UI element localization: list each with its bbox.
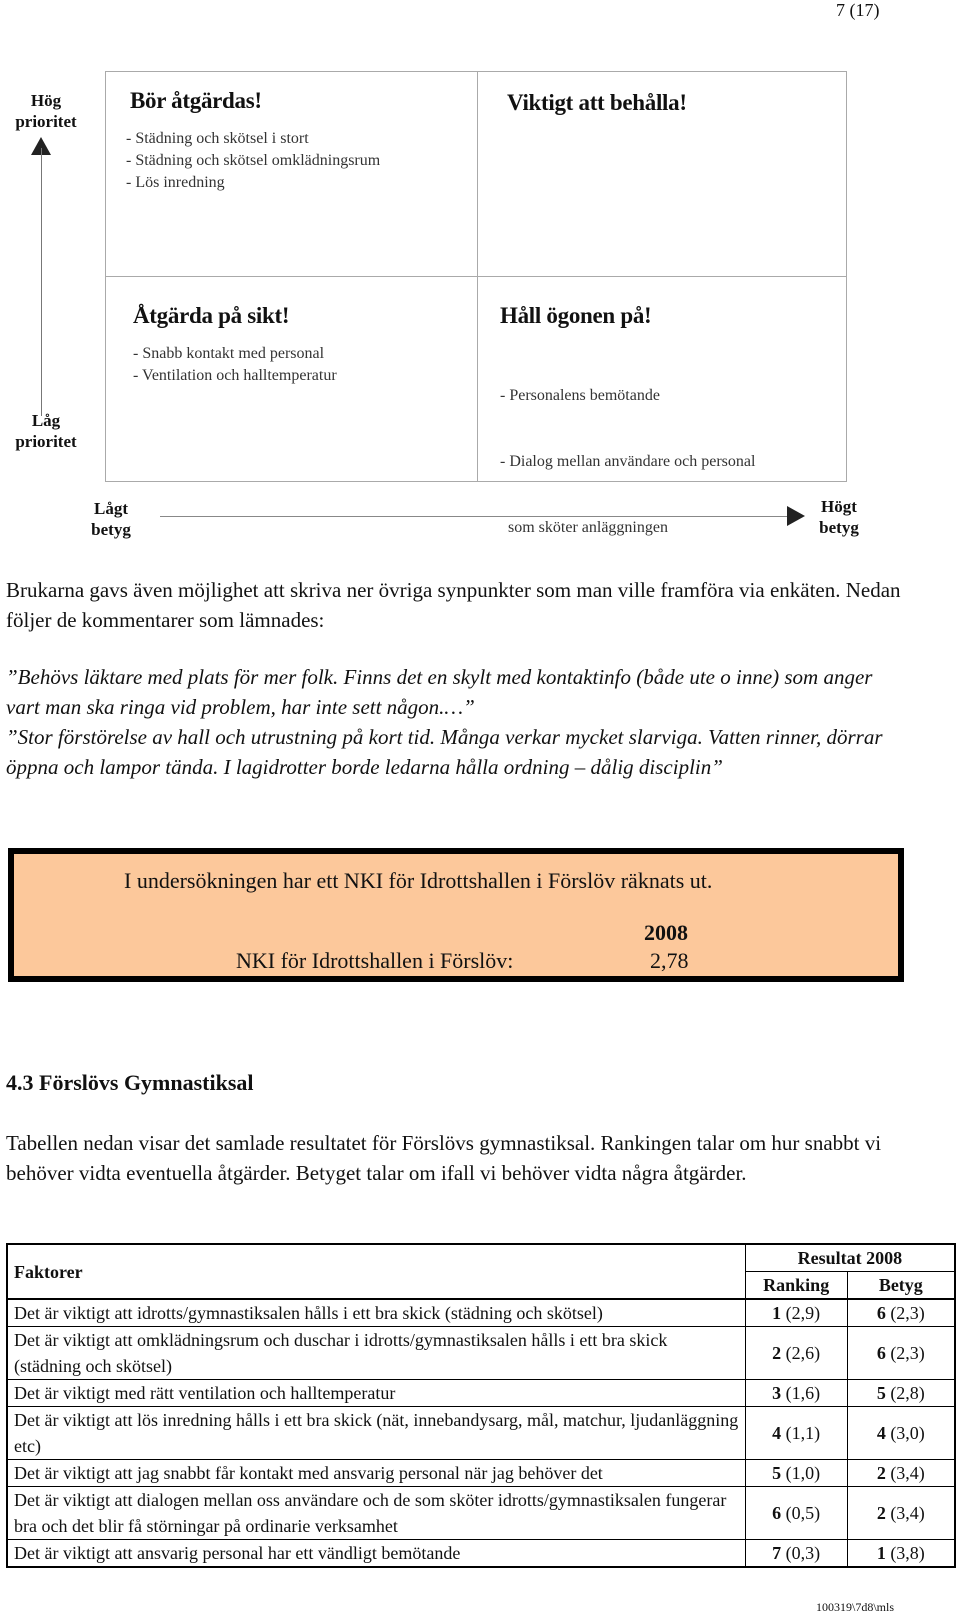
quadrant-top-left [126,88,381,194]
header-ranking: Ranking [745,1272,847,1300]
grade-cell: 6 (2,3) [847,1327,955,1380]
factor-cell: Det är viktigt att idrotts/gymnastiksalen hålls i ett bra skick (städning och skötsel) [7,1299,745,1327]
results-table [6,1243,956,1568]
table-row [7,1299,955,1327]
quadrant-items: - Städning och skötsel i stort - Städning och skötsel omklädningsrum - Lös inredning [126,130,381,191]
factor-cell: Det är viktigt med rätt ventilation och halltemperatur [7,1380,745,1407]
quadrant-title: Håll ögonen på! [500,303,652,328]
comment-quote: ”Behövs läktare med plats för mer folk. Finns det en skylt med kontaktinfo (både ute o inne) som anger vart man ska ringa vid problem, har inte sett någon.…” [6,665,873,719]
header-factor: Faktorer [7,1244,745,1299]
header-result-group: Resultat 2008 [745,1244,955,1272]
right-arrow-icon [787,506,805,526]
quadrant-top-right [507,90,687,116]
quadrant-title: Bör åtgärdas! [130,88,262,113]
header-grade: Betyg [847,1272,955,1300]
nki-year: 2008 [644,920,688,945]
table-row [7,1407,955,1460]
factor-cell: Det är viktigt att omklädningsrum och duschar i idrotts/gymnastiksalen hålls i ett bra skick (städning och skötsel) [7,1327,745,1380]
factor-cell: Det är viktigt att ansvarig personal har ett vändligt bemötande [7,1540,745,1568]
table-row [7,1380,955,1407]
ranking-cell: 4 (1,1) [745,1407,847,1460]
table-header-row [7,1244,955,1272]
table-row [7,1460,955,1487]
y-axis-low-label: Låg prioritet [15,411,77,451]
ranking-cell: 5 (1,0) [745,1460,847,1487]
matrix-divider-horizontal [105,276,847,277]
nki-value: 2,78 [650,948,689,973]
grade-cell: 5 (2,8) [847,1380,955,1407]
nki-label: NKI för Idrottshallen i Förslöv: [236,948,514,973]
table-row [7,1540,955,1568]
quadrant-title: Åtgärda på sikt! [133,303,290,328]
y-axis-high-label: Hög prioritet [15,91,77,131]
section-heading: 4.3 Förslövs Gymnastiksal [6,1070,254,1095]
quadrant-bottom-left [133,303,337,387]
page-number: 7 (17) [836,0,880,20]
quadrant-bottom-right [500,303,755,583]
ranking-cell: 1 (2,9) [745,1299,847,1327]
factor-cell: Det är viktigt att dialogen mellan oss användare och de som sköter idrotts/gymnastiksalen fungerar bra och det blir få störningar på ordinarie verksamhet [7,1487,745,1540]
comments-quotes [6,662,902,782]
ranking-cell: 3 (1,6) [745,1380,847,1407]
x-axis-low-label: Lågt betyg [91,499,131,539]
table-row [7,1327,955,1380]
ranking-cell: 6 (0,5) [745,1487,847,1540]
quadrant-title: Viktigt att behålla! [507,90,687,115]
grade-cell: 4 (3,0) [847,1407,955,1460]
x-axis-high-label: Högt betyg [819,497,859,537]
grade-cell: 2 (3,4) [847,1460,955,1487]
ranking-cell: 2 (2,6) [745,1327,847,1380]
nki-box [8,848,904,982]
factor-cell: Det är viktigt att jag snabbt får kontakt med ansvarig personal när jag behöver det [7,1460,745,1487]
comments-intro: Brukarna gavs även möjlighet att skriva ner övriga synpunkter som man ville framföra via enkäten. Nedan följer de kommentarer som lämnades: [6,578,901,632]
grade-cell: 6 (2,3) [847,1299,955,1327]
grade-cell: 1 (3,8) [847,1540,955,1568]
quadrant-items: - Personalens bemötande - Dialog mellan användare och personal som sköter anläggningen [500,387,756,536]
factor-cell: Det är viktigt att lös inredning hålls i ett bra skick (nät, innebandysarg, mål, matchur, ljudanläggning etc) [7,1407,745,1460]
y-axis-line [41,148,42,416]
x-axis-line [160,516,792,517]
section-intro: Tabellen nedan visar det samlade resultatet för Förslövs gymnastiksal. Rankingen talar om hur snabbt vi behöver vidta eventuella åtgärder. Betyget talar om ifall vi behöver vidta några åtgärder. [6,1131,882,1185]
grade-cell: 2 (3,4) [847,1487,955,1540]
nki-statement: I undersökningen har ett NKI för Idrottshallen i Förslöv räknats ut. [124,868,713,893]
footer-code: 100319\7d8\mls [816,1600,895,1614]
comment-quote: ”Stor förstörelse av hall och utrustning på kort tid. Många verkar mycket slarviga. Vatten rinner, dörrar öppna och lampor tända. I lagidrotter borde ledarna hålla ordning – dålig disciplin” [6,725,883,779]
table-row [7,1487,955,1540]
ranking-cell: 7 (0,3) [745,1540,847,1568]
quadrant-items: - Snabb kontakt med personal - Ventilation och halltemperatur [133,345,337,384]
